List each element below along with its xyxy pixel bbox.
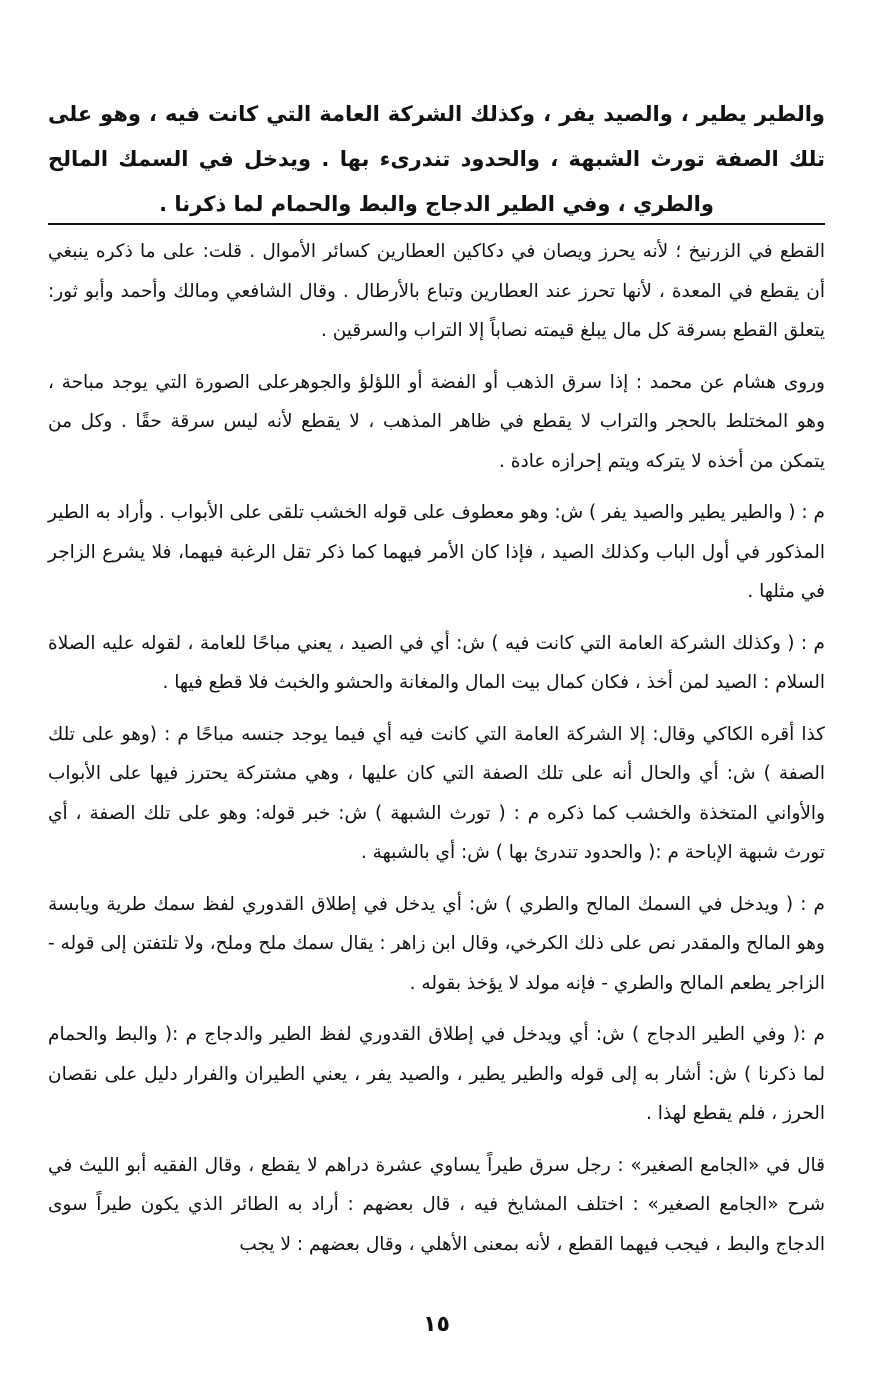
sharh-paragraph-8: قال في «الجامع الصغير» : رجل سرق طيراً يساوي عشرة دراهم لا يقطع ، وقال الفقيه أبو الليث في شرح «الجامع الصغير» : اختلف المشايخ فيه ، قال بعضهم : أراد به الطائر الذي يكون طيراً سوى الدجاج والبط ، فيجب فيهما القطع ، لأنه بمعنى الأهلي ، وقال بعضهم : لا يجب	[48, 1154, 825, 1255]
sharh-commentary-block	[48, 232, 825, 1276]
sharh-paragraph-1: القطع في الزرنيخ ؛ لأنه يحرز ويصان في دكاكين العطارين كسائر الأموال . قلت: على ما ذكره ينبغي أن يقطع في المعدة ، لأنها تحرز عند العطارين وتباع بالأرطال . وقال الشافعي ومالك وأحمد وأبو ثور: يتعلق القطع بسرقة كل مال يبلغ قيمته نصاباً إلا التراب والسرقين .	[48, 241, 825, 341]
sharh-paragraph-3: م : ( والطير يطير والصيد يفر ) ش: وهو معطوف على قوله الخشب تلقى على الأبواب . وأراد به الطير المذكور في أول الباب وكذلك الصيد ، فإذا كان الأمر فيهما كما ذكر تقل الرغبة فيهما، فلا يشرع الزاجر في مثلها .	[48, 502, 825, 602]
page-number: ١٥	[423, 1312, 450, 1337]
matn-text-block	[48, 92, 825, 227]
divider-line	[48, 223, 825, 225]
matn-paragraph: والطير يطير ، والصيد يفر ، وكذلك الشركة العامة التي كانت فيه ، وهو على تلك الصفة تورث الشبهة ، والحدود تندرىء بها . ويدخل في السمك المالح والطري ، وفي الطير الدجاج والبط والحمام لما ذكرنا .	[48, 102, 825, 216]
sharh-paragraph-2: وروى هشام عن محمد : إذا سرق الذهب أو الفضة أو اللؤلؤ والجوهرعلى الصورة التي يوجد مباحة ، وهو المختلط بالحجر والتراب لا يقطع في ظاهر المذهب ، لا يقطع لأنه ليس سرقة حقًا . وكل من يتمكن من أخذه لا يتركه ويتم إحرازه عادة .	[48, 371, 825, 472]
sharh-paragraph-4: م : ( وكذلك الشركة العامة التي كانت فيه ) ش: أي في الصيد ، يعني مباحًا للعامة ، لقوله عليه الصلاة السلام : الصيد لمن أخذ ، فكان كمال بيت المال والمغانة والحشو والخبث فلا قطع فيها .	[48, 632, 825, 693]
sharh-paragraph-6: م : ( ويدخل في السمك المالح والطري ) ش: أي يدخل في إطلاق القدوري لفظ سمك طرية ويابسة وهو المالح والمقدر نص على ذلك الكرخي، وقال ابن زاهر : يقال سمك ملح وملح، ولا تلتفتن إلى قوله - الزاجر يطعم المالح والطري - فإنه مولد لا يؤخذ بقوله .	[48, 893, 825, 994]
sharh-paragraph-7: م :( وفي الطير الدجاج ) ش: أي ويدخل في إطلاق القدوري لفظ الطير والدجاج م :( والبط والحمام لما ذكرنا ) ش: أشار به إلى قوله والطير يطير ، والصيد يفر ، يعني الطيران والفرار دليل على نقصان الحرز ، فلم يقطع لهذا .	[48, 1024, 825, 1124]
sharh-paragraph-5: كذا أقره الكاكي وقال: إلا الشركة العامة التي كانت فيه أي فيما يوجد جنسه مباحًا م : (وهو على تلك الصفة ) ش: أي والحال أنه على تلك الصفة التي كان عليها ، وهي مشتركة يحترز فيها على الأبواب والأواني المتخذة والخشب كما ذكره م : ( تورث الشبهة ) ش: خبر قوله: وهو على تلك الصفة ، أي تورث شبهة الإباحة م :( والحدود تندرئ بها ) ش: أي بالشبهة .	[48, 723, 825, 863]
